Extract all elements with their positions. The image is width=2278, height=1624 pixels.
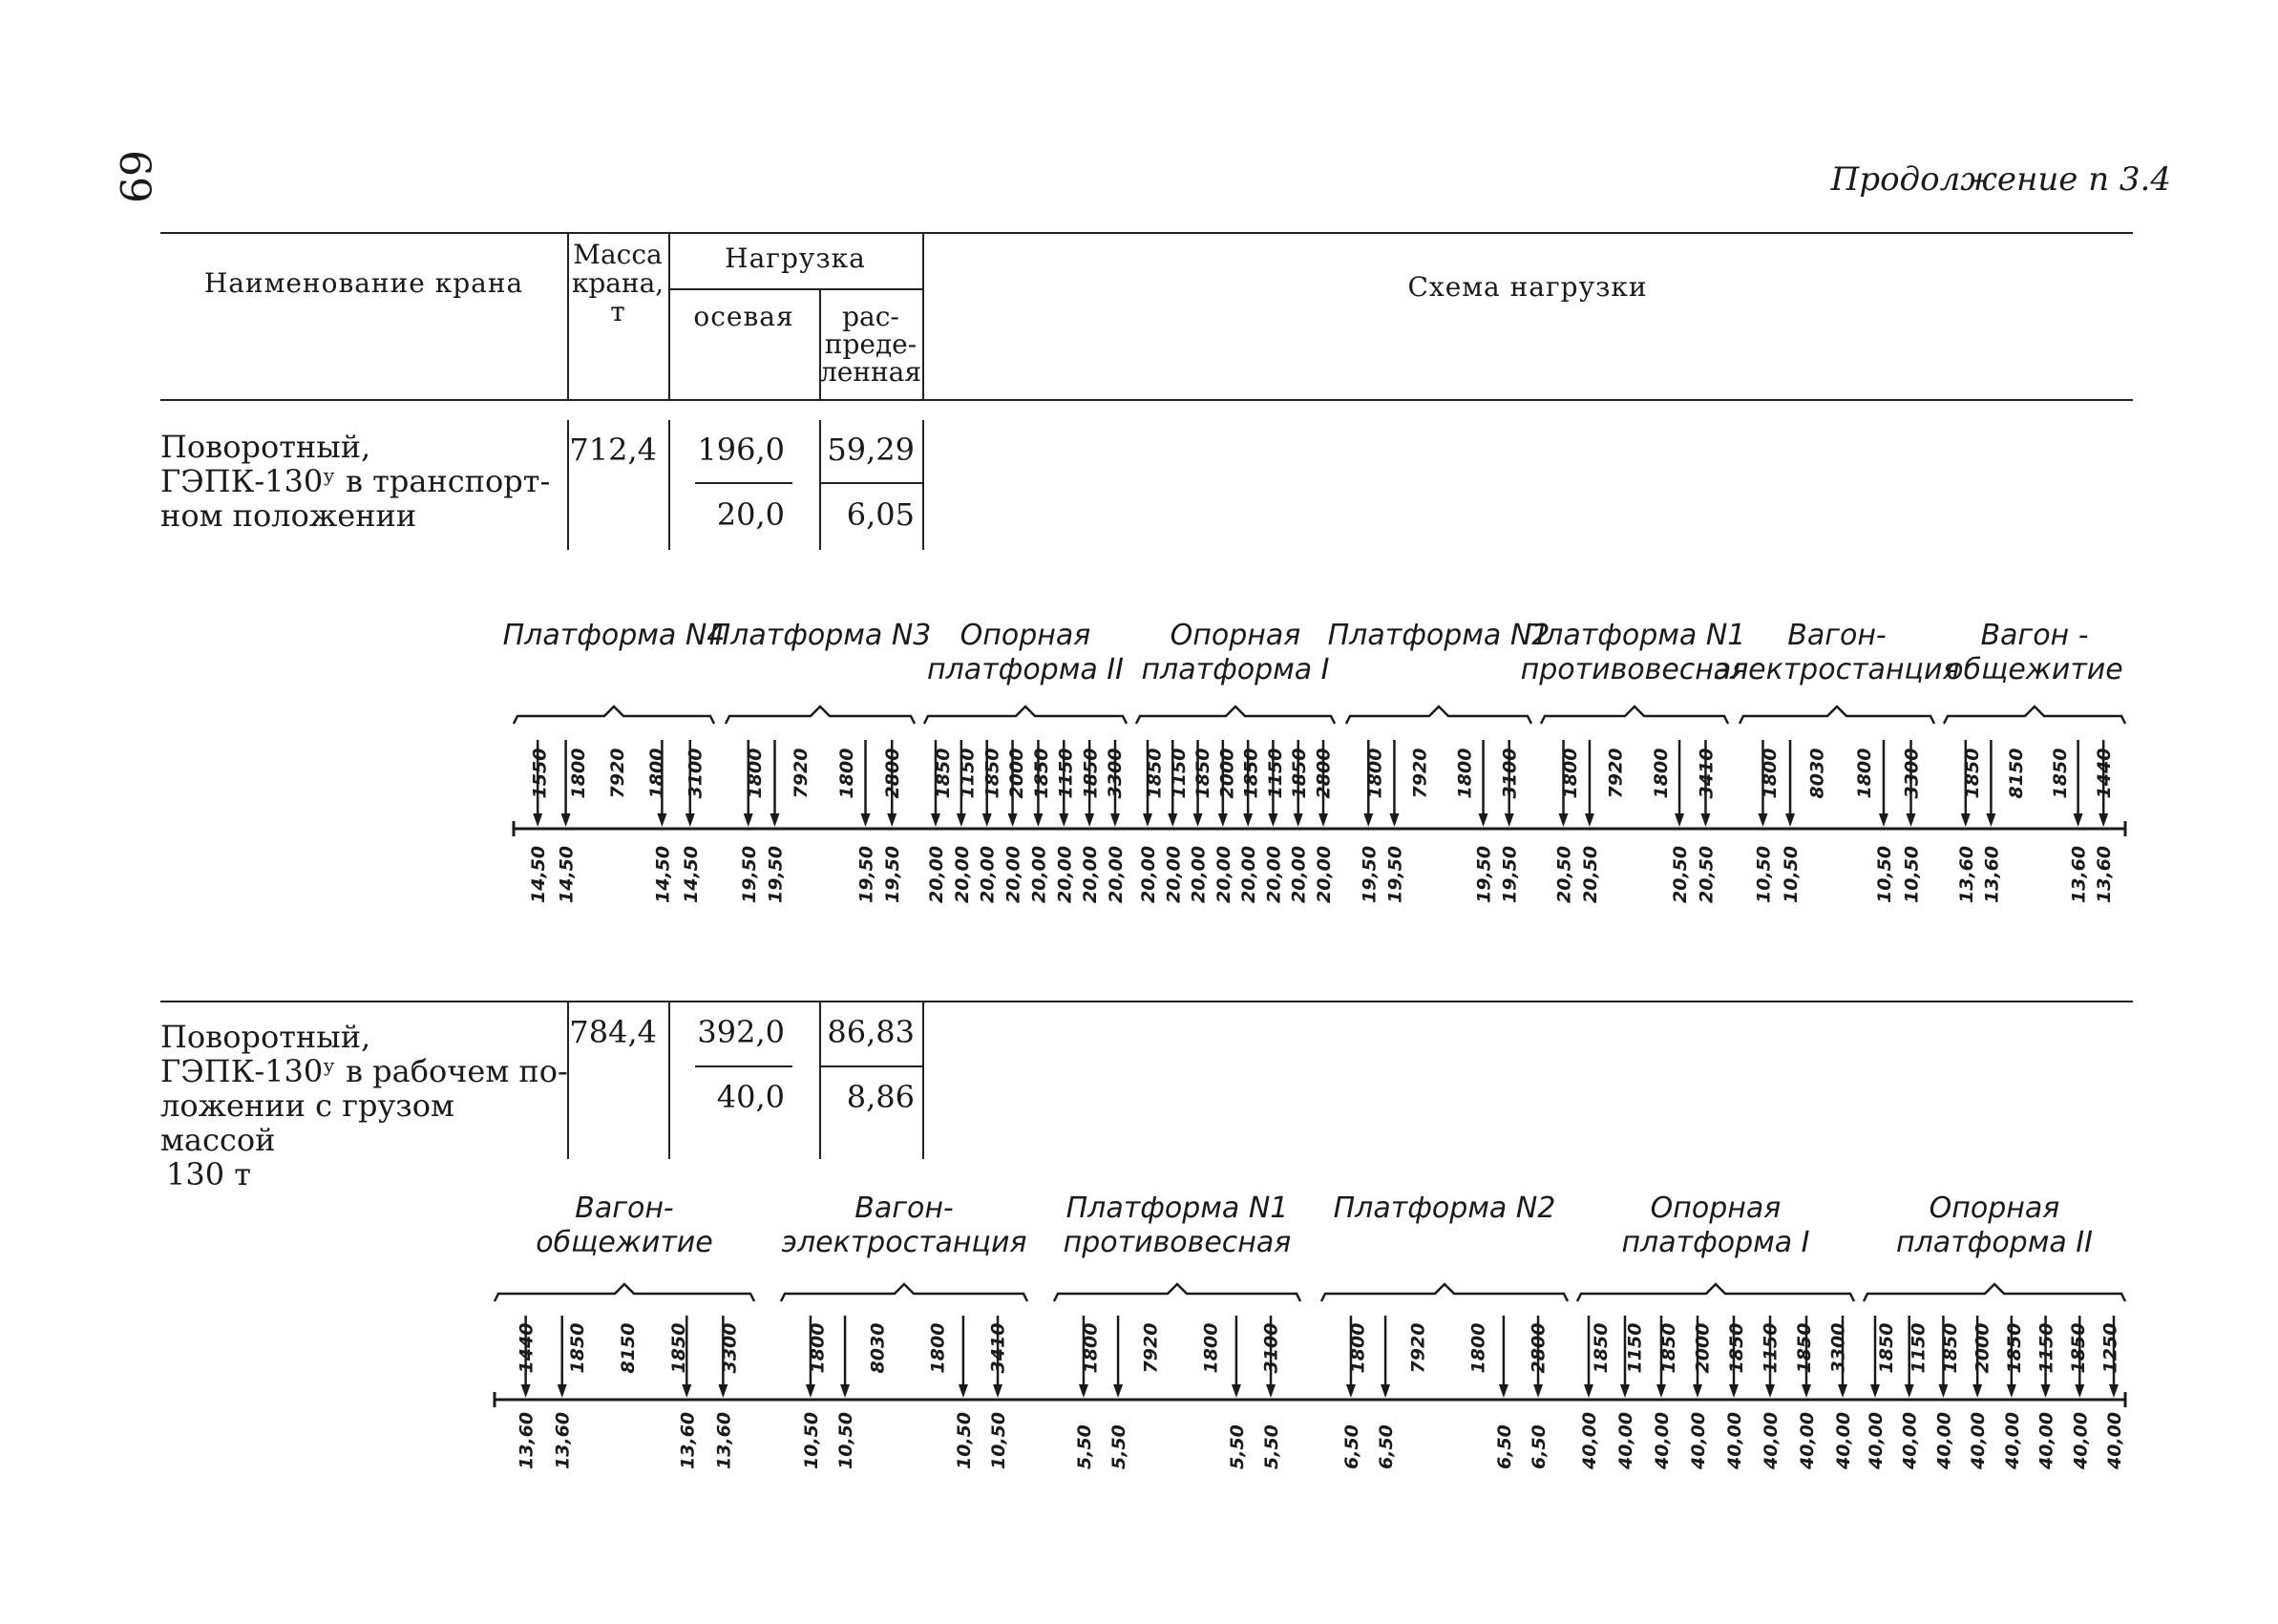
spacing-dimension: 1850 <box>1939 1322 1961 1374</box>
spacing-dimension: 2000 <box>1006 748 1028 799</box>
axle-load-value: 19,50 <box>1384 845 1406 903</box>
crane-name: Поворотный, ГЭПК-130ʸ в транспорт- ном положении <box>160 429 551 534</box>
arrow-head <box>1584 1384 1593 1398</box>
group-label: Вагон- <box>854 1192 954 1225</box>
header-axial: осевая <box>693 301 794 332</box>
spacing-dimension: 1800 <box>1559 748 1581 799</box>
group-label: Опорная <box>1929 1192 2060 1225</box>
group-brace <box>1054 1284 1300 1301</box>
group-label-line2: противовесная <box>1063 1226 1292 1259</box>
axle-load-value: 40,00 <box>2001 1411 2023 1469</box>
spacing-dimension: 7920 <box>1407 1322 1429 1374</box>
axle-load-value: 20,00 <box>977 845 999 903</box>
spacing-dimension: 8030 <box>867 1322 889 1374</box>
arrow-head <box>2041 1384 2051 1398</box>
header-distributed: рас- преде- ленная <box>819 301 922 388</box>
axle-load-value: 40,00 <box>1899 1411 1921 1469</box>
axle-load-value: 10,50 <box>800 1411 822 1469</box>
spacing-dimension: 1800 <box>568 748 590 799</box>
group-label-line2: общежитие <box>536 1226 713 1259</box>
axle-load-value: 20,00 <box>1163 845 1185 903</box>
group-label-line2: платформа I <box>1141 653 1330 686</box>
axle-load-value: 20,00 <box>1188 845 1210 903</box>
axial-load-top: 392,0 <box>697 1014 785 1050</box>
axle-load-value: 40,00 <box>2070 1411 2092 1469</box>
distributed-load-bottom: 6,05 <box>846 496 915 533</box>
axle-load-value: 20,50 <box>1670 845 1692 903</box>
spacing-dimension: 7920 <box>1140 1322 1162 1374</box>
axle-load-value: 20,00 <box>1213 845 1234 903</box>
group-label: Платформа N4 <box>502 619 726 652</box>
group-label-line2: платформа I <box>1621 1226 1810 1259</box>
crane-name: Поворотный, ГЭПК-130ʸ в рабочем по- ложении с грузом массой 130 т <box>160 1019 568 1192</box>
arrow-head <box>1079 1384 1088 1398</box>
group-label: Вагон- <box>1787 619 1887 652</box>
spacing-dimension: 1850 <box>1030 748 1052 799</box>
axle-load-value: 13,60 <box>516 1411 538 1469</box>
spacing-dimension: 3100 <box>1260 1322 1282 1374</box>
group-label-line2: платформа II <box>927 653 1124 686</box>
axle-load-value: 40,00 <box>1688 1411 1709 1469</box>
arrow-head <box>1656 1384 1666 1398</box>
axle-load-value: 13,60 <box>677 1411 699 1469</box>
axle-load-value: 20,00 <box>1080 845 1102 903</box>
axle-load-value: 13,60 <box>713 1411 735 1469</box>
axle-load-value: 20,50 <box>1696 845 1718 903</box>
spacing-dimension: 7920 <box>1605 748 1627 799</box>
group-brace <box>781 1284 1027 1301</box>
spacing-dimension: 1150 <box>1264 748 1286 799</box>
spacing-dimension: 1150 <box>1624 1322 1646 1374</box>
group-brace <box>495 1284 754 1301</box>
arrow-head <box>1870 1384 1880 1398</box>
spacing-dimension: 2800 <box>1313 748 1335 799</box>
spacing-dimension: 1800 <box>1853 748 1875 799</box>
axle-load-value: 20,00 <box>951 845 973 903</box>
arrow-head <box>1620 1384 1630 1398</box>
group-label: Вагон- <box>575 1192 674 1225</box>
spacing-dimension: 1850 <box>1962 748 1983 799</box>
axle-load-value: 40,00 <box>1833 1411 1854 1469</box>
axle-load-value: 20,00 <box>1054 845 1076 903</box>
arrow-head <box>521 1384 531 1398</box>
group-label-line2: общежитие <box>1946 653 2123 686</box>
spacing-dimension: 1850 <box>1080 748 1102 799</box>
spacing-dimension: 3410 <box>987 1322 1009 1374</box>
axle-load-value: 13,60 <box>1981 845 2003 903</box>
group-label-line2: противовесная <box>1520 653 1749 686</box>
spacing-dimension: 1550 <box>529 748 551 799</box>
axle-load-value: 40,00 <box>1652 1411 1673 1469</box>
group-label-line2: электростанция <box>1714 653 1960 686</box>
axle-load-value: 14,50 <box>680 845 702 903</box>
spacing-dimension: 1850 <box>1590 1322 1612 1374</box>
axle-load-value: 13,60 <box>2094 845 2116 903</box>
spacing-dimension: 3300 <box>1105 748 1127 799</box>
arrow-head <box>1693 1384 1702 1398</box>
spacing-dimension: 1850 <box>2050 748 2071 799</box>
spacing-dimension: 1850 <box>1725 1322 1747 1374</box>
spacing-dimension: 1800 <box>1347 1322 1369 1374</box>
group-brace <box>1321 1284 1568 1301</box>
axle-load-value: 20,00 <box>1314 845 1335 903</box>
arrow-head <box>1113 1384 1123 1398</box>
arrow-head <box>1765 1384 1775 1398</box>
axle-load-value: 19,50 <box>882 845 904 903</box>
axle-load-value: 40,00 <box>2035 1411 2057 1469</box>
spacing-dimension: 2800 <box>1528 1322 1550 1374</box>
axle-load-value: 10,50 <box>988 1411 1010 1469</box>
arrow-head <box>682 1384 691 1398</box>
axle-load-value: 19,50 <box>855 845 877 903</box>
axle-load-value: 5,50 <box>1226 1424 1248 1469</box>
axle-load-value: 6,50 <box>1493 1424 1515 1469</box>
axial-load-bottom: 20,0 <box>716 496 785 533</box>
arrow-head <box>993 1384 1002 1398</box>
spacing-dimension: 8030 <box>1806 748 1828 799</box>
group-brace <box>1577 1284 1854 1301</box>
axle-load-value: 40,00 <box>1866 1411 1887 1469</box>
group-label: Вагон - <box>1980 619 2089 652</box>
axle-load-value: 14,50 <box>652 845 674 903</box>
distributed-load-top: 86,83 <box>827 1014 915 1050</box>
crane-mass: 712,4 <box>569 432 657 468</box>
group-label: Опорная <box>1650 1192 1782 1225</box>
axle-load-value: 19,50 <box>765 845 787 903</box>
distributed-load-top: 59,29 <box>827 432 915 468</box>
axle-load-value: 20,00 <box>1002 845 1024 903</box>
spacing-dimension: 1850 <box>1657 1322 1679 1374</box>
spacing-dimension: 1150 <box>1908 1322 1930 1374</box>
axle-load-value: 20,00 <box>1028 845 1050 903</box>
spacing-dimension: 8150 <box>618 1322 639 1374</box>
axle-load-value: 20,50 <box>1579 845 1601 903</box>
arrow-head <box>1346 1384 1356 1398</box>
spacing-dimension: 1800 <box>836 748 857 799</box>
arrow-head <box>2075 1384 2084 1398</box>
header-scheme: Схема нагрузки <box>1407 271 1648 303</box>
spacing-dimension: 3300 <box>1827 1322 1849 1374</box>
arrow-head <box>1938 1384 1948 1398</box>
axle-load-value: 20,00 <box>1288 845 1310 903</box>
spacing-dimension: 1850 <box>1793 1322 1815 1374</box>
spacing-dimension: 1850 <box>1144 748 1166 799</box>
arrow-head <box>1266 1384 1276 1398</box>
spacing-dimension: 1800 <box>745 748 766 799</box>
axial-load-top: 196,0 <box>697 432 785 468</box>
header-mass: Масса крана, т <box>571 239 664 327</box>
axle-load-value: 40,00 <box>1579 1411 1600 1469</box>
spacing-dimension: 2000 <box>1692 1322 1714 1374</box>
group-label: Платформа N2 <box>1333 1192 1556 1225</box>
axle-load-value: 13,60 <box>2068 845 2090 903</box>
page-number: 69 <box>110 150 158 203</box>
arrow-head <box>1905 1384 1914 1398</box>
spacing-dimension: 1850 <box>2003 1322 2025 1374</box>
distributed-load-bottom: 8,86 <box>846 1079 915 1115</box>
spacing-dimension: 1150 <box>2035 1322 2057 1374</box>
arrow-head <box>718 1384 728 1398</box>
spacing-dimension: 1150 <box>1055 748 1077 799</box>
axle-load-value: 6,50 <box>1376 1424 1398 1469</box>
axle-load-value: 10,50 <box>953 1411 975 1469</box>
spacing-dimension: 1850 <box>1289 748 1311 799</box>
spacing-dimension: 3100 <box>685 748 707 799</box>
spacing-dimension: 1850 <box>1875 1322 1897 1374</box>
continuation-caption: Продолжение п 3.4 <box>1830 160 2171 199</box>
spacing-dimension: 8150 <box>2006 748 2027 799</box>
group-label: Платформа N1 <box>1523 619 1746 652</box>
axle-load-value: 20,00 <box>926 845 947 903</box>
group-label: Опорная <box>960 619 1091 652</box>
axle-load-value: 5,50 <box>1261 1424 1283 1469</box>
spacing-dimension: 3410 <box>1696 748 1718 799</box>
arrow-head <box>1802 1384 1811 1398</box>
axle-load-value: 5,50 <box>1073 1424 1095 1469</box>
axle-load-value: 5,50 <box>1108 1424 1130 1469</box>
spacing-dimension: 2800 <box>882 748 903 799</box>
axle-load-value: 40,00 <box>1724 1411 1745 1469</box>
arrow-head <box>2007 1384 2016 1398</box>
arrow-head <box>1533 1384 1543 1398</box>
spacing-dimension: 1850 <box>2067 1322 2089 1374</box>
group-label: Платформа N1 <box>1065 1192 1289 1225</box>
arrow-head <box>806 1384 815 1398</box>
group-label: Платформа N3 <box>708 619 932 652</box>
axle-load-value: 40,00 <box>1615 1411 1636 1469</box>
spacing-dimension: 1150 <box>957 748 979 799</box>
axle-load-value: 20,00 <box>1238 845 1260 903</box>
spacing-dimension: 2000 <box>1972 1322 1993 1374</box>
spacing-dimension: 1800 <box>1364 748 1386 799</box>
axle-load-value: 6,50 <box>1340 1424 1362 1469</box>
axle-load-value: 14,50 <box>556 845 578 903</box>
axle-load-value: 40,00 <box>1968 1411 1990 1469</box>
spacing-dimension: 1800 <box>927 1322 949 1374</box>
arrow-head <box>1232 1384 1241 1398</box>
axle-load-value: 13,60 <box>552 1411 574 1469</box>
axle-load-value: 10,50 <box>1901 845 1923 903</box>
axle-load-value: 10,50 <box>1781 845 1803 903</box>
axle-load-value: 6,50 <box>1529 1424 1550 1469</box>
axle-load-value: 10,50 <box>835 1411 857 1469</box>
spacing-dimension: 1800 <box>1650 748 1672 799</box>
spacing-dimension: 1850 <box>932 748 954 799</box>
group-label-line2: электростанция <box>781 1226 1027 1259</box>
axle-load-value: 20,50 <box>1553 845 1575 903</box>
spacing-dimension: 3300 <box>719 1322 741 1374</box>
spacing-dimension: 3100 <box>1499 748 1521 799</box>
spacing-dimension: 1150 <box>1168 748 1190 799</box>
spacing-dimension: 1800 <box>1080 1322 1102 1374</box>
spacing-dimension: 1850 <box>668 1322 690 1374</box>
spacing-dimension: 1800 <box>1454 748 1476 799</box>
spacing-dimension: 1800 <box>807 1322 829 1374</box>
group-brace <box>1864 1284 2125 1301</box>
axle-load-value: 10,50 <box>1873 845 1895 903</box>
axle-load-value: 19,50 <box>1359 845 1381 903</box>
header-crane-name: Наименование крана <box>203 267 524 299</box>
spacing-dimension: 1800 <box>1200 1322 1222 1374</box>
spacing-dimension: 1440 <box>516 1322 538 1374</box>
arrow-head <box>1838 1384 1847 1398</box>
axle-load-value: 10,50 <box>1753 845 1775 903</box>
arrow-head <box>558 1384 567 1398</box>
axial-load-bottom: 40,0 <box>716 1079 785 1115</box>
arrow-head <box>1972 1384 1982 1398</box>
axle-load-value: 40,00 <box>2104 1411 2125 1469</box>
group-label-line2: платформа II <box>1896 1226 2093 1259</box>
spacing-dimension: 1850 <box>1240 748 1262 799</box>
arrow-head <box>1499 1384 1508 1398</box>
axle-load-value: 19,50 <box>1473 845 1495 903</box>
axle-load-value: 19,50 <box>1499 845 1521 903</box>
axle-load-value: 13,60 <box>1955 845 1977 903</box>
group-label: Опорная <box>1170 619 1301 652</box>
axle-load-value: 40,00 <box>1797 1411 1818 1469</box>
group-label: Платформа N2 <box>1327 619 1550 652</box>
axle-load-value: 20,00 <box>1138 845 1159 903</box>
spacing-dimension: 1850 <box>1192 748 1214 799</box>
spacing-dimension: 1800 <box>1467 1322 1489 1374</box>
axle-load-value: 14,50 <box>528 845 550 903</box>
spacing-dimension: 3300 <box>1901 748 1923 799</box>
arrow-head <box>2109 1384 2119 1398</box>
spacing-dimension: 1800 <box>645 748 667 799</box>
crane-mass: 784,4 <box>569 1014 657 1050</box>
axle-load-value: 20,00 <box>1106 845 1127 903</box>
axle-load-value: 40,00 <box>1761 1411 1782 1469</box>
spacing-dimension: 7920 <box>607 748 628 799</box>
spacing-dimension: 1150 <box>1760 1322 1782 1374</box>
spacing-dimension: 7920 <box>1409 748 1431 799</box>
spacing-dimension: 1250 <box>2099 1322 2121 1374</box>
spacing-dimension: 1440 <box>2094 748 2115 799</box>
spacing-dimension: 2000 <box>1216 748 1238 799</box>
arrow-head <box>959 1384 968 1398</box>
axle-load-value: 20,00 <box>1263 845 1285 903</box>
spacing-dimension: 1850 <box>566 1322 588 1374</box>
arrow-head <box>1729 1384 1739 1398</box>
spacing-dimension: 1850 <box>981 748 1003 799</box>
arrow-head <box>1381 1384 1390 1398</box>
axle-load-value: 19,50 <box>738 845 760 903</box>
spacing-dimension: 7920 <box>791 748 812 799</box>
header-load: Нагрузка <box>725 243 866 274</box>
spacing-dimension: 1800 <box>1759 748 1781 799</box>
axle-load-value: 40,00 <box>1933 1411 1955 1469</box>
arrow-head <box>840 1384 850 1398</box>
